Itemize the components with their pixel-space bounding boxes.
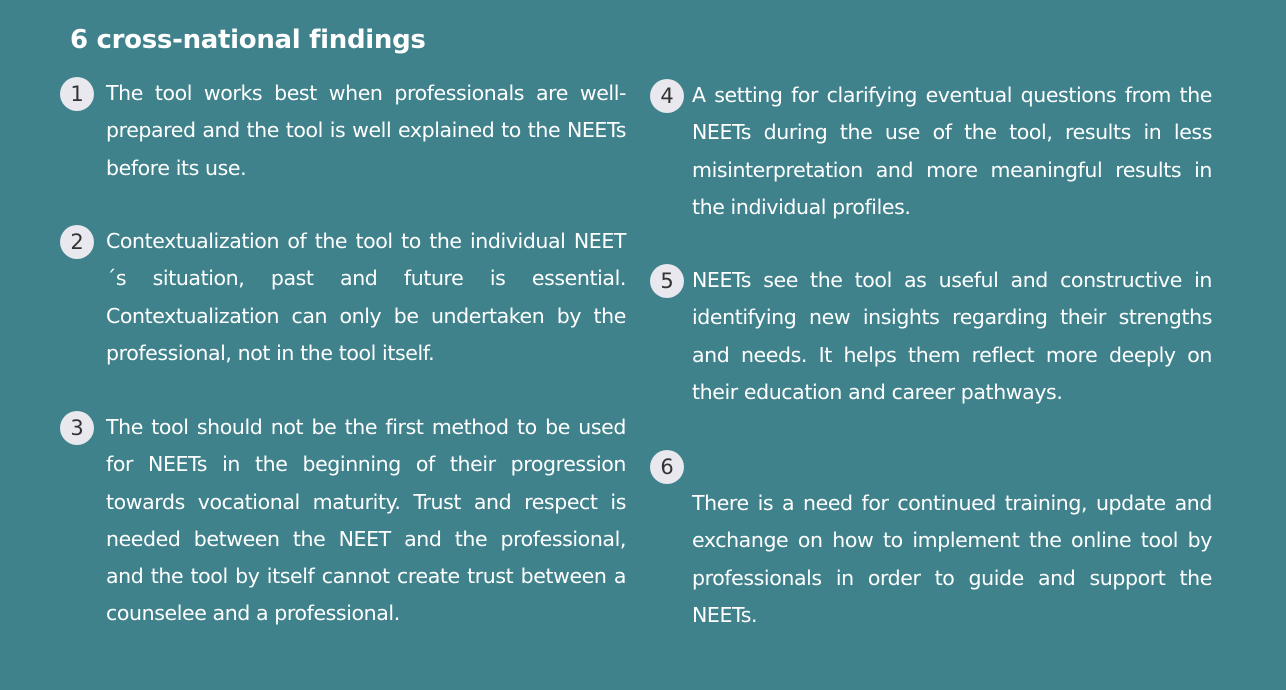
finding-number-badge: 1 — [60, 77, 94, 111]
finding-number-badge: 4 — [650, 79, 684, 113]
finding-number-badge: 2 — [60, 225, 94, 259]
finding-number-badge: 3 — [60, 411, 94, 445]
finding-text: NEETs see the tool as useful and constructive in identifying new insights regarding their strengths and needs. It helps them reflect more deeply on their education and career pathways. — [692, 268, 1212, 404]
finding-text: The tool works best when professionals are well-prepared and the tool is well explained to the NEETs before its use. — [106, 81, 626, 180]
finding-text: A setting for clarifying eventual questions from the NEETs during the use of the tool, results in less misinterpretation and more meaningful results in the individual profiles. — [692, 83, 1212, 219]
finding-text: Contextualization of the tool to the individual NEET´s situation, past and future is essential. Contextualization can only be undertaken by the professional, not in the tool itself. — [106, 229, 626, 365]
finding-number-badge: 6 — [650, 450, 684, 484]
page-title: 6 cross-national findings — [70, 25, 426, 55]
finding-number-badge: 5 — [650, 264, 684, 298]
finding-text: There is a need for continued training, update and exchange on how to implement the online tool by professionals in order to guide and support the NEETs. — [692, 491, 1212, 627]
finding-text: The tool should not be the first method to be used for NEETs in the beginning of their progression towards vocational maturity. Trust and respect is needed between the NEET and the professional, and the tool by itself cannot create trust between a counselee and a professional. — [106, 415, 626, 626]
